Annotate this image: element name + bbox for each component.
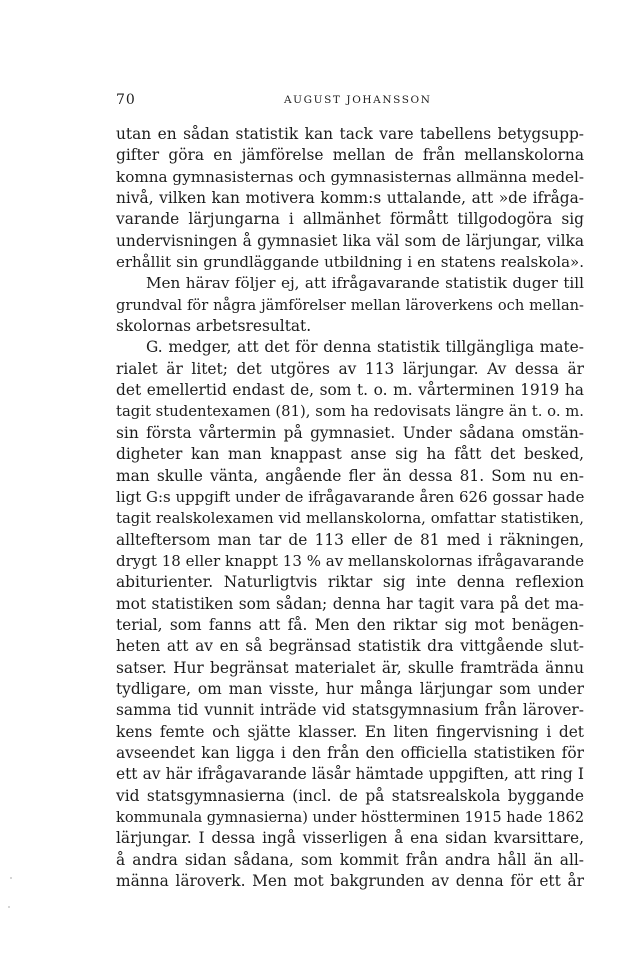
text-line: drygt 18 eller knappt 13 % av mellanskolornas ifrågavarande [116,551,584,570]
text-line: kommunala gymnasierna) under höstterminen 1915 hade 1862 [116,809,585,826]
text-line: nivå, vilken kan motivera komm:s uttalande, att »de ifråga- [116,189,584,208]
text-line: tagit studentexamen (81), som ha redovisats längre än t. o. m. [116,403,584,421]
text-line: utan en sådan statistik kan tack vare tabellens betygsupp- [116,125,584,143]
page-speck [8,906,10,908]
text-line: G. medger, att det för denna statistik tillgängliga mate- [146,338,584,357]
text-line: allteftersom man tar de 113 eller de 81 med i räkningen, [116,530,584,549]
text-line: det emellertid endast de, som t. o. m. vårterminen 1919 ha [116,381,584,400]
text-line: skolornas arbetsresultat. [116,317,312,336]
text-line: mot statistiken som sådan; denna har tagit vara på det ma- [116,594,584,613]
text-line: å andra sidan sådana, som kommit från andra håll än all- [116,850,584,869]
text-line: tagit realskolexamen vid mellanskolorna, omfattar statistiken, [116,510,584,528]
text-line: avseendet kan ligga i den från den officiella statistiken för [116,743,584,762]
running-head [116,92,584,112]
text-line: satser. Hur begränsat materialet är, skulle framträda ännu [116,658,584,677]
text-line: sin första vårtermin på gymnasiet. Under sådana omstän- [116,423,584,442]
text-line: abiturienter. Naturligtvis riktar sig inte denna reflexion [116,573,584,592]
text-line: grundval för några jämförelser mellan läroverkens och mellan- [116,296,584,314]
text-line: ligt G:s uppgift under de ifrågavarande åren 626 gossar hade [116,487,585,506]
text-line: ett av här ifrågavarande läsår hämtade uppgiften, att ring I [116,765,584,784]
text-line: Men härav följer ej, att ifrågavarande statistik duger till [146,274,584,293]
text-line: undervisningen å gymnasiet lika väl som de lärjungar, vilka [116,231,584,250]
page-number: 70 [116,92,136,108]
text-line: vid statsgymnasierna (incl. de på statsrealskola byggande [116,786,584,805]
page-speck [10,877,12,879]
text-line: digheter kan man knappast anse sig ha fått det besked, [116,445,584,464]
running-title: AUGUST JOHANSSON [284,94,432,106]
text-line: tydligare, om man visste, hur många lärjungar som under [116,679,584,698]
text-line: gifter göra en jämförelse mellan de från mellanskolorna [116,146,584,165]
text-line: lärjungar. I dessa ingå visserligen å ena sidan kvarsittare, [116,829,584,848]
text-line: erhållit sin grundläggande utbildning i en statens realskola». [116,253,584,272]
text-line: rialet är litet; det utgöres av 113 lärjungar. Av dessa är [116,359,584,378]
body-text [116,124,584,892]
text-line: varande lärjungarna i allmänhet förmått tillgodogöra sig [116,210,584,229]
text-line: terial, som fanns att få. Men den riktar sig mot benägen- [116,615,584,634]
text-line: heten att av en så begränsad statistik dra vittgående slut- [116,637,584,656]
text-line: männa läroverk. Men mot bakgrunden av denna för ett år [116,872,584,891]
text-line: komna gymnasisternas och gymnasisternas allmänna medel- [116,167,585,186]
text-line: man skulle vänta, angående fler än dessa 81. Som nu en- [116,466,584,485]
text-line: kens femte och sjätte klasser. En liten fingervisning i det [116,722,584,741]
text-line: samma tid vunnit inträde vid statsgymnasium från lärover- [116,701,584,720]
